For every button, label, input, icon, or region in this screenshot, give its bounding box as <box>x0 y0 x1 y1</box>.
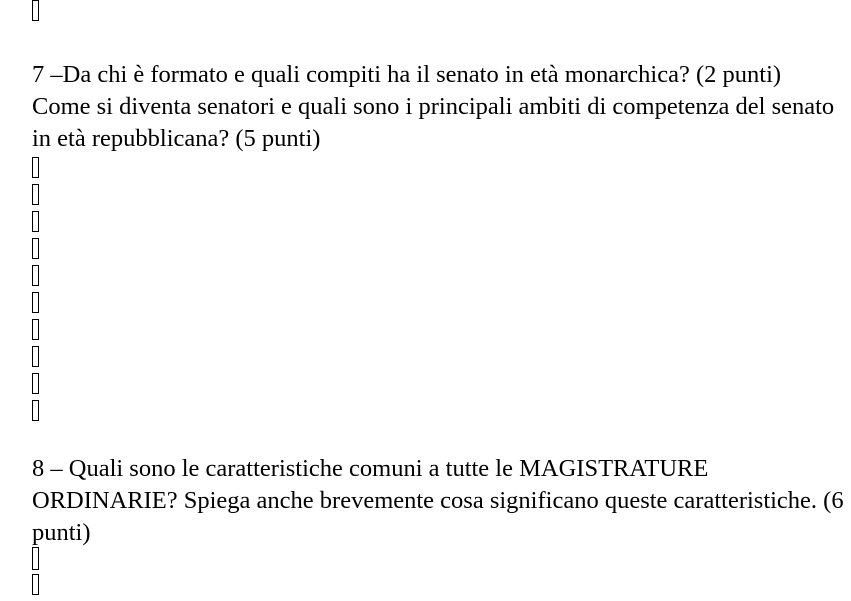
missing-glyph-icon <box>32 211 39 232</box>
missing-glyph-icon <box>32 157 39 178</box>
missing-glyph-icon <box>32 373 39 394</box>
placeholder-glyph-box <box>32 0 39 20</box>
missing-glyph-icon <box>32 574 39 595</box>
question-7-answer-area[interactable] <box>32 157 39 427</box>
missing-glyph-icon <box>32 0 39 21</box>
missing-glyph-icon <box>32 346 39 367</box>
missing-glyph-icon <box>32 547 39 570</box>
missing-glyph-icon <box>32 184 39 205</box>
question-8-answer-area[interactable] <box>32 547 39 601</box>
missing-glyph-icon <box>32 238 39 259</box>
missing-glyph-icon <box>32 319 39 340</box>
question-7-text: 7 –Da chi è formato e quali compiti ha il senato in età monarchica? (2 punti) Come si diventa senatori e quali sono i principali ambiti di competenza del senato in età repubblicana? (5 punti) <box>32 61 835 152</box>
missing-glyph-icon <box>32 265 39 286</box>
missing-glyph-icon <box>32 292 39 313</box>
missing-glyph-icon <box>32 400 39 421</box>
question-8-text: 8 – Quali sono le caratteristiche comuni a tutte le MAGISTRATURE ORDINARIE? Spiega anche brevemente cosa significano queste caratteristiche. (6 punti) <box>32 455 844 546</box>
